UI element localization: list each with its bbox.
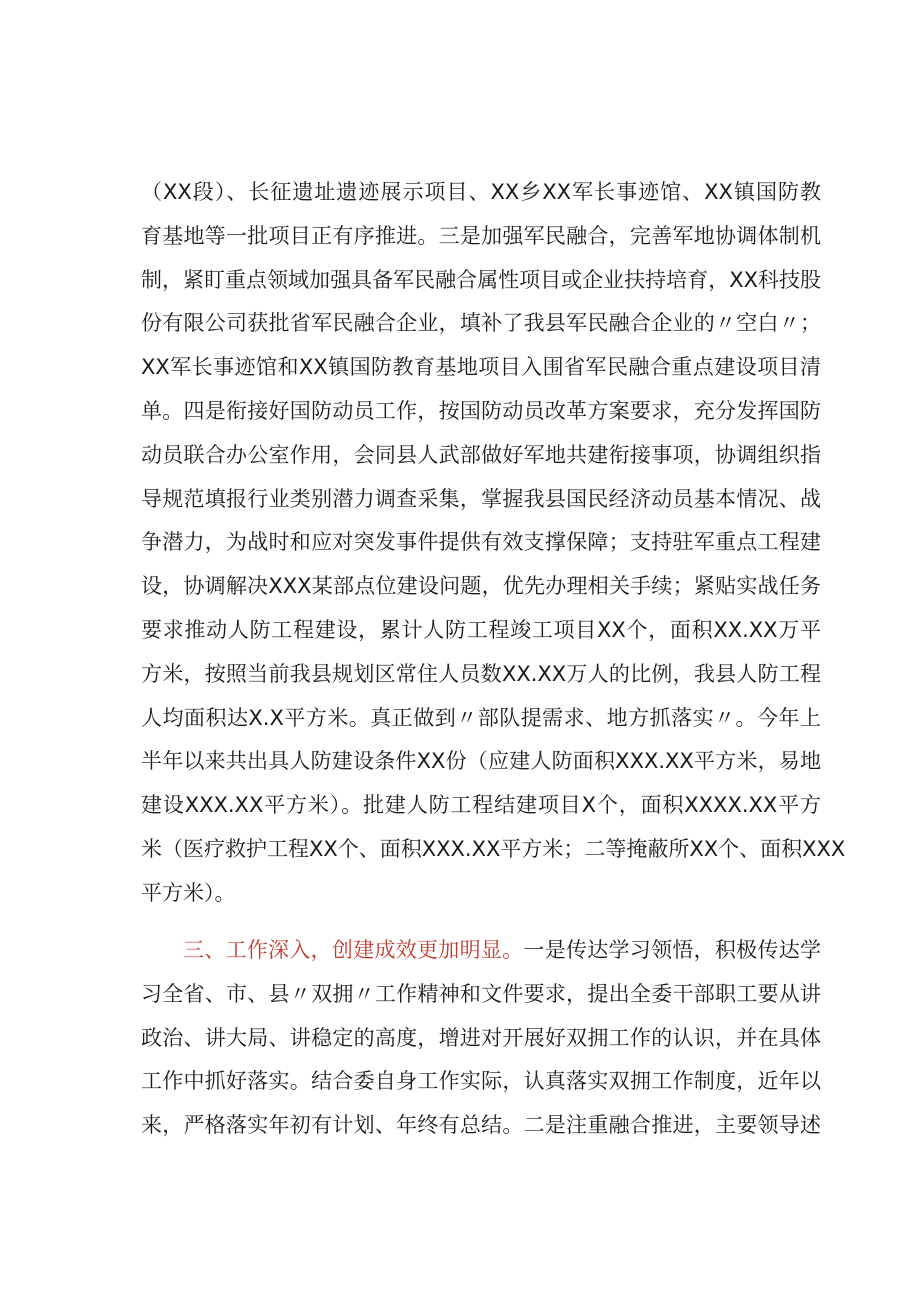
paragraph-line: XX军长事迹馆和XX镇国防教育基地项目入围省军民融合重点建设项目清 bbox=[141, 355, 821, 380]
paragraph-line: 要求推动人防工程建设，累计人防工程竣工项目XX个，面积XX.XX万平 bbox=[141, 617, 821, 642]
body-paragraph-2 bbox=[141, 929, 821, 1148]
paragraph-line: 争潜力，为战时和应对突发事件提供有效支撑保障；支持驻军重点工程建 bbox=[141, 530, 821, 555]
paragraph-line: 政治、讲大局、讲稳定的高度，增进对开展好双拥工作的认识，并在具体 bbox=[141, 1025, 821, 1050]
paragraph-line: 工作中抓好落实。结合委自身工作实际，认真落实双拥工作制度，近年以 bbox=[141, 1069, 821, 1094]
paragraph-line: 来，严格落实年初有计划、年终有总结。二是注重融合推进，主要领导述 bbox=[141, 1113, 821, 1138]
paragraph-line: 动员联合办公室作用，会同县人武部做好军地共建衔接事项，协调组织指 bbox=[141, 442, 821, 467]
paragraph-line: 半年以来共出具人防建设条件XX份（应建人防面积XXX.XX平方米，易地 bbox=[141, 749, 821, 774]
paragraph-line: 制，紧盯重点领域加强具备军民融合属性项目或企业扶持培育，XX科技股 bbox=[141, 267, 821, 292]
paragraph-line: 设，协调解决XXX某部点位建设问题，优先办理相关手续；紧贴实战任务 bbox=[141, 574, 821, 599]
paragraph-line: 人均面积达X.X平方米。真正做到〃部队提需求、地方抓落实〃。今年上 bbox=[141, 705, 821, 730]
paragraph-line-rest: 一是传达学习领悟，积极传达学 bbox=[523, 938, 822, 962]
paragraph-line: 平方米）。 bbox=[141, 880, 236, 905]
paragraph-line: 方米，按照当前我县规划区常住人员数XX.XX万人的比例，我县人防工程 bbox=[141, 661, 821, 686]
paragraph-line: 育基地等一批项目正有序推进。三是加强军民融合，完善军地协调体制机 bbox=[141, 223, 821, 248]
paragraph-line: 建设XXX.XX平方米）。批建人防工程结建项目X个，面积XXXX.XX平方 bbox=[141, 793, 821, 818]
paragraph-line: 份有限公司获批省军民融合企业，填补了我县军民融合企业的〃空白〃； bbox=[141, 311, 821, 336]
section-heading: 三、工作深入，创建成效更加明显。 bbox=[183, 938, 524, 962]
paragraph-line: 导规范填报行业类别潜力调查采集，掌握我县国民经济动员基本情况、战 bbox=[141, 486, 821, 511]
paragraph-first-line bbox=[141, 929, 821, 973]
paragraph-line: 米（医疗救护工程XX个、面积XXX.XX平方米；二等掩蔽所XX个、面积XXX bbox=[141, 836, 846, 861]
paragraph-line: （XX段）、长征遗址遗迹展示项目、XX乡XX军长事迹馆、XX镇国防教 bbox=[141, 180, 821, 204]
body-paragraph-1 bbox=[141, 171, 846, 916]
paragraph-line: 习全省、市、县〃双拥〃工作精神和文件要求，提出全委干部职工要从讲 bbox=[141, 981, 821, 1006]
paragraph-line: 单。四是衔接好国防动员工作，按国防动员改革方案要求，充分发挥国防 bbox=[141, 398, 821, 423]
